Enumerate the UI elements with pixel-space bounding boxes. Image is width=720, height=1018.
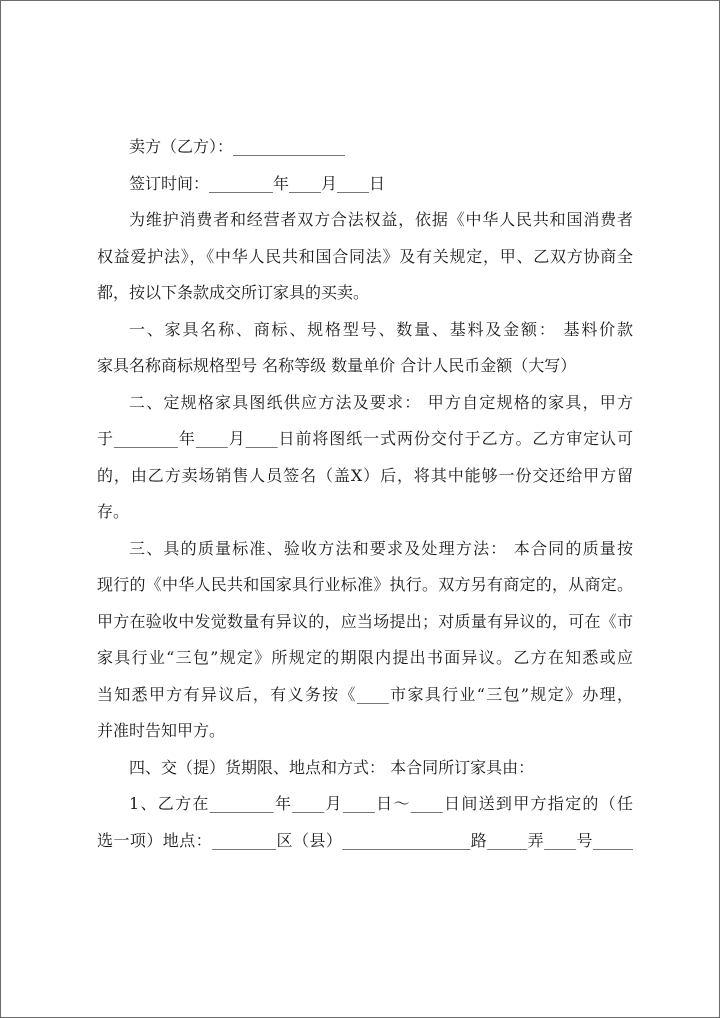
paragraph-line: 选一项）地点：________区（县）________________路_____弄____号_____ — [97, 830, 633, 850]
paragraph-line: 1、乙方在________年____月____日～____日间送到甲方指定的（任 — [129, 794, 633, 813]
clause-3-heading: 三、具的质量标准、验收方法和要求及处理方法： 本合同的质量按 — [129, 538, 633, 558]
paragraph-line: 现行的《中华人民共和国家具行业标准》执行。双方另有商定的，从商定。 — [97, 575, 633, 594]
paragraph-line: 于________年____月____日前将图纸一式两份交付于乙方。乙方审定认可 — [97, 429, 633, 448]
paragraph-line: 都，按以下条款成交所订家具的买卖。 — [97, 283, 370, 302]
paragraph-line: 家具名称商标规格型号 名称等级 数量单价 合计人民币金额（大写） — [97, 356, 577, 375]
paragraph-line: 当知悉甲方有异议后，有义务按《____市家具行业“三包”规定》办理， — [97, 684, 633, 704]
paragraph-line: 为维护消费者和经营者双方合法权益，依据《中华人民共和国消费者 — [129, 210, 633, 229]
paragraph-line: 并准时告知甲方。 — [97, 721, 226, 740]
clause-4-heading: 四、交（提）货期限、地点和方式： 本合同所订家具由： — [129, 757, 535, 777]
paragraph-line: 权益爱护法》，《中华人民共和国合同法》及有关规定，甲、乙双方协商全 — [97, 246, 633, 266]
seller-party-line: 卖方（乙方）：______________ — [129, 137, 346, 156]
paragraph-line: 家具行业“三包”规定》所规定的期限内提出书面异议。乙方在知悉或应 — [97, 648, 633, 667]
clause-2-heading: 二、定规格家具图纸供应方法及要求： 甲方自定规格的家具，甲方 — [129, 392, 633, 412]
paragraph-line: 的，由乙方卖场销售人员签名（盖X）后，将其中能够一份交还给甲方留 — [97, 465, 633, 485]
document-body — [97, 129, 633, 859]
paragraph-line: 甲方在验收中发觉数量有异议的，应当场提出；对质量有异议的，可在《市 — [97, 611, 633, 631]
signing-date-line: 签订时间：________年____月____日 — [129, 173, 386, 193]
paragraph-line: 存。 — [97, 502, 130, 521]
clause-1-heading: 一、家具名称、商标、规格型号、数量、基料及金额： 基料价款 — [129, 319, 633, 339]
